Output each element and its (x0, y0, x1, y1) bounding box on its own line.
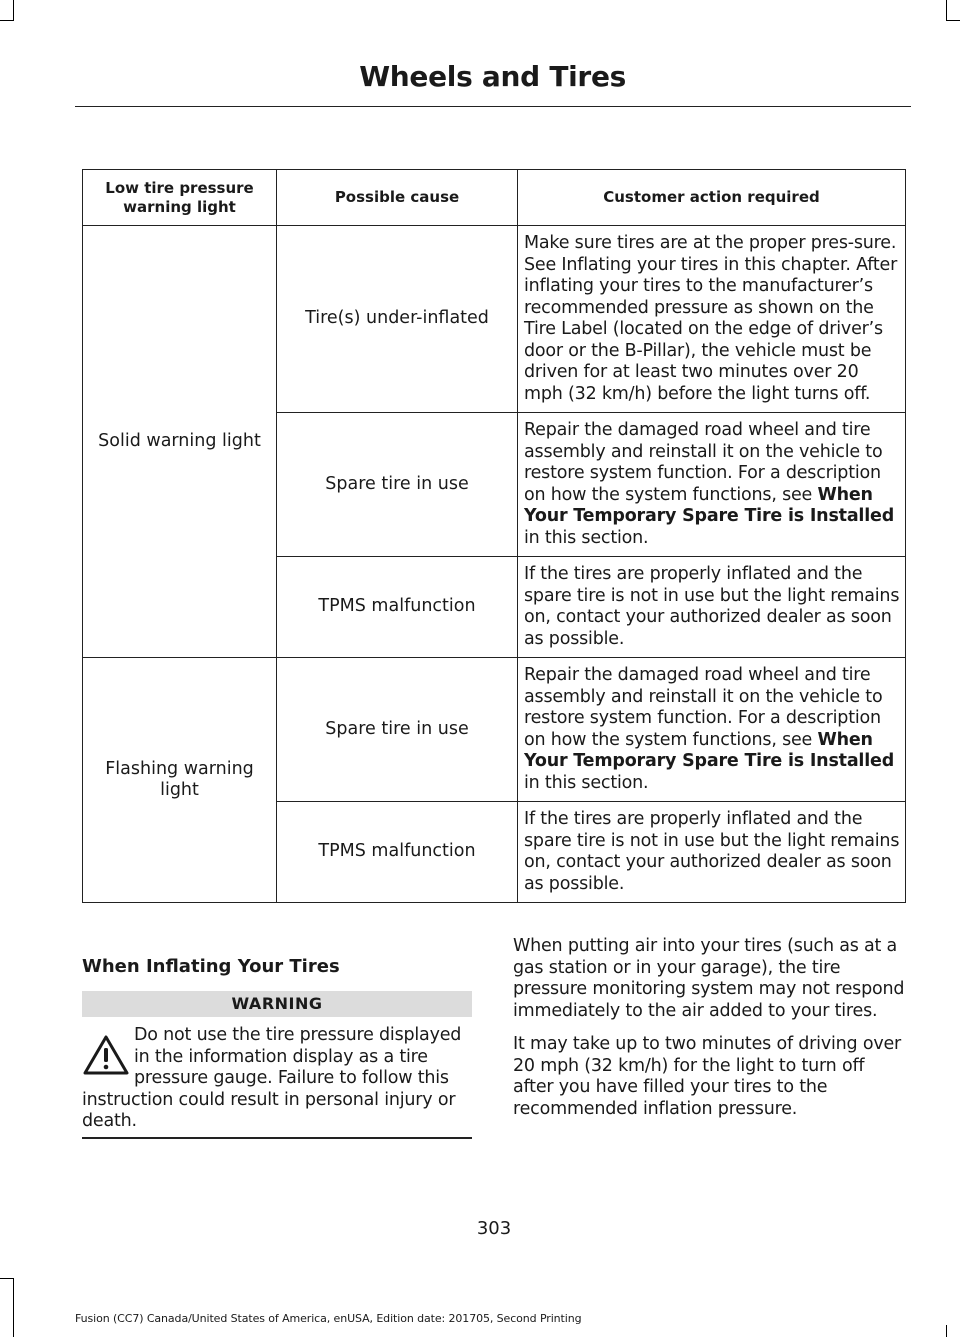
action-cell: Make sure tires are at the proper pres-sure. See Inflating your tires in this chapter. After inflating your tires to the manufacturer’s recommended pressure as shown on the Tire Label (located on the edge of driver’s door or the B-Pillar), the vehicle must be driven for at least two minutes over 20 mph (32 km/h) before the light turns off. (518, 226, 906, 413)
warning-text (82, 1025, 472, 1133)
body-text-column (513, 936, 906, 1132)
crop-mark (946, 1325, 947, 1337)
icon-spacer (82, 1025, 134, 1089)
paragraph: When putting air into your tires (such as at a gas station or in your garage), the tire pressure monitoring system may not respond immediately to the air added to your tires. (513, 936, 905, 1021)
column-header-possible-cause: Possible cause (277, 170, 518, 226)
crop-mark (13, 1278, 14, 1337)
section-heading: When Inflating Your Tires (82, 956, 340, 977)
action-cell: If the tires are properly inflated and the spare tire is not in use but the light remains on, contact your authorized dealer as soon as possible. (518, 802, 906, 903)
column-header-warning-light: Low tire pressure warning light (83, 170, 277, 226)
warning-light-solid: Solid warning light (83, 226, 277, 658)
crop-mark (946, 0, 947, 20)
table-header-row (83, 170, 906, 226)
action-cell: If the tires are properly inflated and the spare tire is not in use but the light remains on, contact your authorized dealer as soon as possible. (518, 557, 906, 658)
footer-edition: Fusion (CC7) Canada/United States of America, enUSA, Edition date: 201705, Second Printing (75, 1312, 582, 1325)
table-row (83, 658, 906, 802)
cause-cell: Spare tire in use (277, 658, 518, 802)
action-text: Repair the damaged road wheel and tire assembly and reinstall it on the vehicle to restore system function. For a description on how the system functions, see (524, 420, 883, 505)
warning-text-content: Do not use the tire pressure displayed in the information display as a tire pressure gauge. Failure to follow this instruction could result in personal injury or death. (82, 1025, 462, 1131)
paragraph: It may take up to two minutes of driving over 20 mph (32 km/h) for the light to turn off after you have filled your tires to the recommended inflation pressure. (513, 1034, 902, 1119)
title-rule (75, 106, 911, 107)
action-text: in this section. (524, 527, 649, 548)
action-cell (518, 658, 906, 802)
warning-rule (82, 1137, 472, 1139)
section-reference: When Your Temporary Spare Tire is Installed (524, 729, 895, 771)
cause-cell: Spare tire in use (277, 413, 518, 557)
column-header-customer-action: Customer action required (518, 170, 906, 226)
cause-cell: Tire(s) under-inflated (277, 226, 518, 413)
page-number: 303 (476, 1218, 512, 1239)
warning-light-flashing: Flashing warning light (83, 658, 277, 903)
cause-cell: TPMS malfunction (277, 557, 518, 658)
action-text: in this section. (524, 772, 649, 793)
crop-mark (13, 0, 14, 20)
warning-header: WARNING (82, 991, 472, 1017)
section-reference: When Your Temporary Spare Tire is Installed (524, 484, 895, 526)
action-cell (518, 413, 906, 557)
page-title: Wheels and Tires (359, 60, 626, 93)
cause-cell: TPMS malfunction (277, 802, 518, 903)
action-text: Repair the damaged road wheel and tire assembly and reinstall it on the vehicle to restore system function. For a description on how the system functions, see (524, 665, 883, 750)
tpms-warning-table (82, 169, 906, 903)
crop-mark (0, 20, 14, 21)
crop-mark (0, 1278, 14, 1279)
table-row (83, 226, 906, 413)
crop-mark (946, 20, 960, 21)
